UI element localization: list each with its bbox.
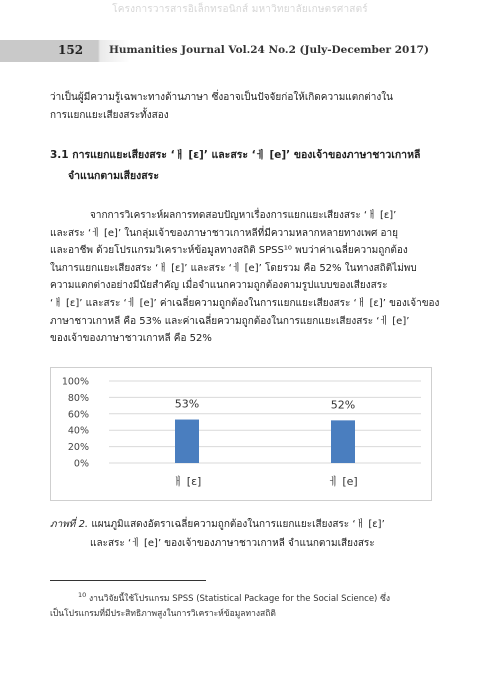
paragraph-line: ในการแยกแยะเสียงสระ ‘ㅐ [ɛ]’ และสระ ‘ㅔ [e]’ โดยรวม คือ 52% ในทางสถิติไม่พบ — [50, 262, 417, 274]
y-tick-label: 0% — [73, 458, 89, 470]
y-tick-label: 40% — [67, 425, 89, 437]
paragraph-line: และอาชีพ ด้วยโปรแกรมวิเคราะห์ข้อมูลทางสถิติ SPSS¹⁰ พบว่าค่าเฉลี่ยความถูกต้อง — [50, 245, 408, 257]
chart-canvas — [51, 368, 431, 500]
caption-label: ภาพที่ 2. — [50, 519, 89, 530]
paragraph-line: ภาษาชาวเกาหลี คือ 53% และค่าเฉลี่ยความถูกต้องในการแยกแยะเสียงสระ ‘ㅔ [e]’ — [50, 315, 410, 327]
section-heading — [50, 145, 450, 187]
bar — [331, 420, 355, 463]
figure-caption — [50, 515, 450, 553]
paragraph-line: ความแตกต่างอย่างมีนัยสำคัญ เมื่อจำแนกความถูกต้องตามรูปแบบของเสียงสระ — [50, 280, 388, 292]
data-label: 52% — [330, 398, 356, 412]
paragraph-line: ของเจ้าของภาษาชาวเกาหลี คือ 52% — [50, 333, 212, 345]
paragraph-line: ‘ㅐ [ɛ]’ และสระ ‘ㅔ [e]’ ค่าเฉลี่ยความถูกต้องในการแยกแยะเสียงสระ ‘ㅐ [ɛ]’ ของเจ้าของ — [50, 297, 440, 309]
y-tick-label: 60% — [67, 409, 89, 421]
footnote-divider — [50, 580, 206, 581]
footnote-text: งานวิจัยนี้ใช้โปรแกรม SPSS (Statistical Package for the Social Science) ซึ่ง — [88, 593, 390, 604]
paragraph-line: และสระ ‘ㅔ [e]’ ในกลุ่มเจ้าของภาษาชาวเกาหลีที่มีความหลากหลายทางเพศ อายุ — [50, 227, 399, 239]
section-heading-line: จำแนกตามเสียงสระ — [68, 170, 159, 182]
caption-text: แผนภูมิแสดงอัตราเฉลี่ยความถูกต้องในการแยกแยะเสียงสระ ‘ㅐ [ɛ]’ — [91, 519, 385, 530]
footnote-text: เป็นโปรแกรมที่มีประสิทธิภาพสูงในการวิเคราะห์ข้อมูลทางสถิติ — [50, 608, 276, 619]
y-tick-label: 80% — [67, 392, 89, 404]
watermark: โครงการวารสารอิเล็กทรอนิกส์ มหาวิทยาลัยเกษตรศาสตร์ — [112, 4, 368, 15]
paragraph-1 — [50, 89, 450, 124]
paragraph-line: การแยกแยะเสียงสระทั้งสอง — [50, 109, 169, 121]
x-tick-label: ㅐ [ɛ] — [172, 475, 202, 488]
footnote-mark: 10 — [78, 591, 87, 599]
bar-chart — [50, 367, 432, 501]
journal-title: Humanities Journal Vol.24 No.2 (July-December 2017) — [109, 44, 429, 56]
page-number: 152 — [58, 43, 84, 57]
caption-text: และสระ ‘ㅔ [e]’ ของเจ้าของภาษาชาวเกาหลี จำแนกตามเสียงสระ — [90, 538, 375, 549]
paragraph-line: จากการวิเคราะห์ผลการทดสอบปัญหาเรื่องการแยกแยะเสียงสระ ‘ㅐ [ɛ]’ — [90, 210, 397, 221]
y-tick-label: 100% — [61, 376, 89, 388]
paragraph-line: ว่าเป็นผู้มีความรู้เฉพาะทางด้านภาษา ซึ่งอาจเป็นปัจจัยก่อให้เกิดความแตกต่างใน — [50, 92, 393, 103]
bar — [175, 420, 199, 463]
paragraph-2 — [50, 207, 450, 348]
data-label: 53% — [174, 397, 200, 411]
y-tick-label: 20% — [67, 442, 89, 454]
x-tick-label: ㅔ [e] — [328, 475, 358, 488]
footnote — [50, 588, 450, 622]
section-heading-line: 3.1 การแยกแยะเสียงสระ ‘ㅐ [ɛ]’ และสระ ‘ㅔ [e]’ ของเจ้าของภาษาชาวเกาหลี — [50, 149, 421, 161]
